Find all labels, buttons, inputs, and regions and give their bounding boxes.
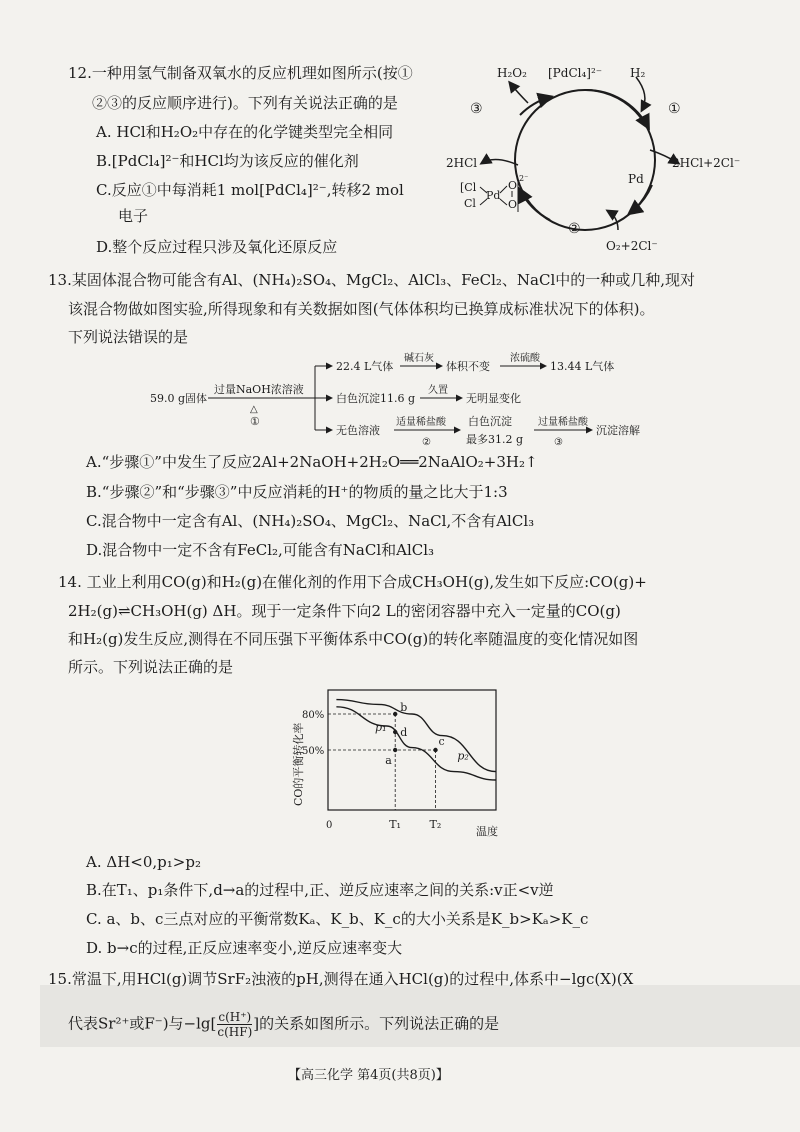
- q15-stem-line1: 15.常温下,用HCl(g)调节SrF₂浊液的pH,测得在通入HCl(g)的过程中,体系中−lgc(X)(X: [48, 970, 634, 988]
- q15-fraction: [217, 1010, 252, 1039]
- flow-soda-lime: 碱石灰: [404, 353, 434, 364]
- flow-gas1: 22.4 L气体: [336, 360, 394, 373]
- q12-option-c-cont: 电子: [118, 207, 149, 225]
- page-footer: 【高三化学 第4页(共8页)】: [288, 1068, 449, 1083]
- flow-reagent: 过量NaOH浓溶液: [214, 383, 304, 396]
- q15-fraction-num: c(H⁺): [218, 1010, 252, 1024]
- q12-option-d: D.整个反应过程只涉及氧化还原反应: [96, 238, 338, 256]
- flow-colorless: 无色溶液: [336, 424, 380, 437]
- q12-option-a: A. HCl和H₂O₂中存在的化学键类型完全相同: [96, 123, 394, 141]
- q13-option-a: A.“步骤①”中发生了反应2Al+2NaOH+2H₂O══2NaAlO₂+3H₂↑: [86, 453, 538, 471]
- label-pd: Pd: [628, 172, 644, 186]
- flow-no-change: 无明显变化: [466, 392, 521, 405]
- q14-stem-line4: 所示。下列说法正确的是: [68, 658, 234, 676]
- q12-option-b: B.[PdCl₄]²⁻和HCl均为该反应的催化剂: [96, 152, 359, 170]
- flow-white-ppt: 白色沉淀11.6 g: [336, 392, 416, 405]
- flow-dissolve: 沉淀溶解: [596, 424, 640, 437]
- label-2hcl: 2HCl: [446, 156, 478, 170]
- flow-excess-hcl: 过量稀盐酸: [538, 417, 588, 428]
- q14-option-d: D. b→c的过程,正反应速率变小,逆反应速率变大: [86, 939, 403, 957]
- series-label-p1: p₁: [375, 720, 387, 734]
- label-o2-2cl: O₂+2Cl⁻: [606, 239, 658, 253]
- q14-conversion-chart: [280, 682, 520, 842]
- q15-stem-post: ]的关系如图所示。下列说法正确的是: [253, 1014, 500, 1033]
- flow-step3: ③: [554, 437, 563, 448]
- q14-stem-line2: 2H₂(g)⇌CH₃OH(g) ΔH。现于一定条件下向2 L的密闭容器中充入一定量的CO(g): [68, 602, 621, 620]
- q13-stem-line3: 下列说法错误的是: [68, 328, 189, 346]
- point-b: [393, 712, 397, 716]
- series-label-p2: p₂: [457, 749, 469, 763]
- label-step3: ③: [470, 101, 483, 117]
- chart-y-label: CO的平衡转化率: [292, 722, 305, 806]
- q12-mechanism-diagram: [440, 55, 770, 255]
- q14-stem-line1: 14. 工业上利用CO(g)和H₂(g)在催化剂的作用下合成CH₃OH(g),发生如下反应:CO(g)+: [58, 573, 647, 591]
- flow-step1: ①: [250, 415, 260, 428]
- q13-stem-line1: 13.某固体混合物可能含有Al、(NH₄)₂SO₄、MgCl₂、AlCl₃、FeCl₂、NaCl中的一种或几种,现对: [48, 271, 696, 289]
- flow-conc-acid: 浓硫酸: [510, 353, 540, 364]
- point-label-b: b: [400, 701, 408, 714]
- label-step2: ②: [568, 221, 581, 237]
- q15-fraction-den: c(HF): [217, 1025, 253, 1039]
- curve-1: [336, 707, 496, 780]
- q14-option-c: C. a、b、c三点对应的平衡常数Kₐ、K_b、K_c的大小关系是K_b>Kₐ>K_c: [86, 910, 589, 928]
- point-c: [433, 748, 437, 752]
- svg-text:O: O: [508, 179, 518, 192]
- flow-white-ppt2: 白色沉淀: [468, 415, 512, 428]
- label-h2: H₂: [630, 66, 646, 80]
- svg-text:O: O: [508, 198, 518, 211]
- flow-heat: △: [250, 404, 258, 415]
- q12-stem-line2: ②③的反应顺序进行)。下列有关说法正确的是: [92, 94, 398, 112]
- q15-stem-pre: 代表Sr²⁺或F⁻)与−lg[: [68, 1014, 217, 1033]
- flow-volume-same: 体积不变: [446, 360, 490, 373]
- label-pdcl4: [PdCl₄]²⁻: [548, 66, 603, 80]
- point-d: [393, 730, 397, 734]
- q12-option-c: C.反应①中每消耗1 mol[PdCl₄]²⁻,转移2 mol: [96, 181, 404, 199]
- q13-option-d: D.混合物中一定不含有FeCl₂,可能含有NaCl和AlCl₃: [86, 541, 435, 559]
- q15-stem-line2: [68, 1010, 499, 1039]
- point-label-d: d: [400, 726, 408, 739]
- svg-text:Pd: Pd: [486, 189, 501, 202]
- chart-x-label: 温度: [476, 825, 498, 838]
- point-a: [393, 748, 397, 752]
- q14-option-b: B.在T₁、p₁条件下,d→a的过程中,正、逆反应速率之间的关系:v正<v逆: [86, 881, 554, 899]
- svg-text:Cl: Cl: [464, 197, 476, 210]
- flow-start: 59.0 g固体: [150, 392, 208, 405]
- curve-2: [336, 700, 496, 772]
- x-tick-1: T₁: [389, 818, 401, 831]
- flow-dilute-hcl: 适量稀盐酸: [396, 417, 446, 428]
- q14-stem-line3: 和H₂(g)发生反应,测得在不同压强下平衡体系中CO(g)的转化率随温度的变化情况如图: [68, 630, 639, 648]
- q13-stem-line2: 该混合物做如图实验,所得现象和有关数据如图(气体体积均已换算成标准状况下的体积)。: [68, 300, 655, 318]
- flow-gas2: 13.44 L气体: [550, 360, 615, 373]
- flow-standing: 久置: [428, 385, 448, 396]
- flow-step2: ②: [422, 437, 431, 448]
- y-tick-50: 50%: [302, 746, 325, 757]
- q13-option-b: B.“步骤②”和“步骤③”中反应消耗的H⁺的物质的量之比大于1:3: [86, 483, 508, 501]
- svg-text:2⁻: 2⁻: [519, 174, 529, 183]
- q13-option-c: C.混合物中一定含有Al、(NH₄)₂SO₄、MgCl₂、NaCl,不含有AlCl₃: [86, 512, 535, 530]
- point-label-a: a: [385, 754, 392, 767]
- svg-text:[Cl: [Cl: [460, 181, 477, 194]
- point-label-c: c: [438, 735, 445, 748]
- y-tick-80: 80%: [302, 710, 325, 721]
- x-tick-2: T₂: [429, 818, 442, 831]
- label-2hcl-2cl: 2HCl+2Cl⁻: [672, 156, 741, 170]
- q12-stem-line1: 12.一种用氢气制备双氧水的反应机理如图所示(按①: [68, 64, 413, 82]
- label-step1: ①: [668, 101, 681, 117]
- q14-option-a: A. ΔH<0,p₁>p₂: [86, 853, 201, 871]
- q13-flow-diagram: [150, 352, 710, 452]
- label-h2o2: H₂O₂: [497, 66, 527, 80]
- flow-max-mass: 最多31.2 g: [466, 433, 524, 446]
- pd-peroxo-complex: [460, 174, 528, 212]
- chart-origin: 0: [326, 820, 333, 831]
